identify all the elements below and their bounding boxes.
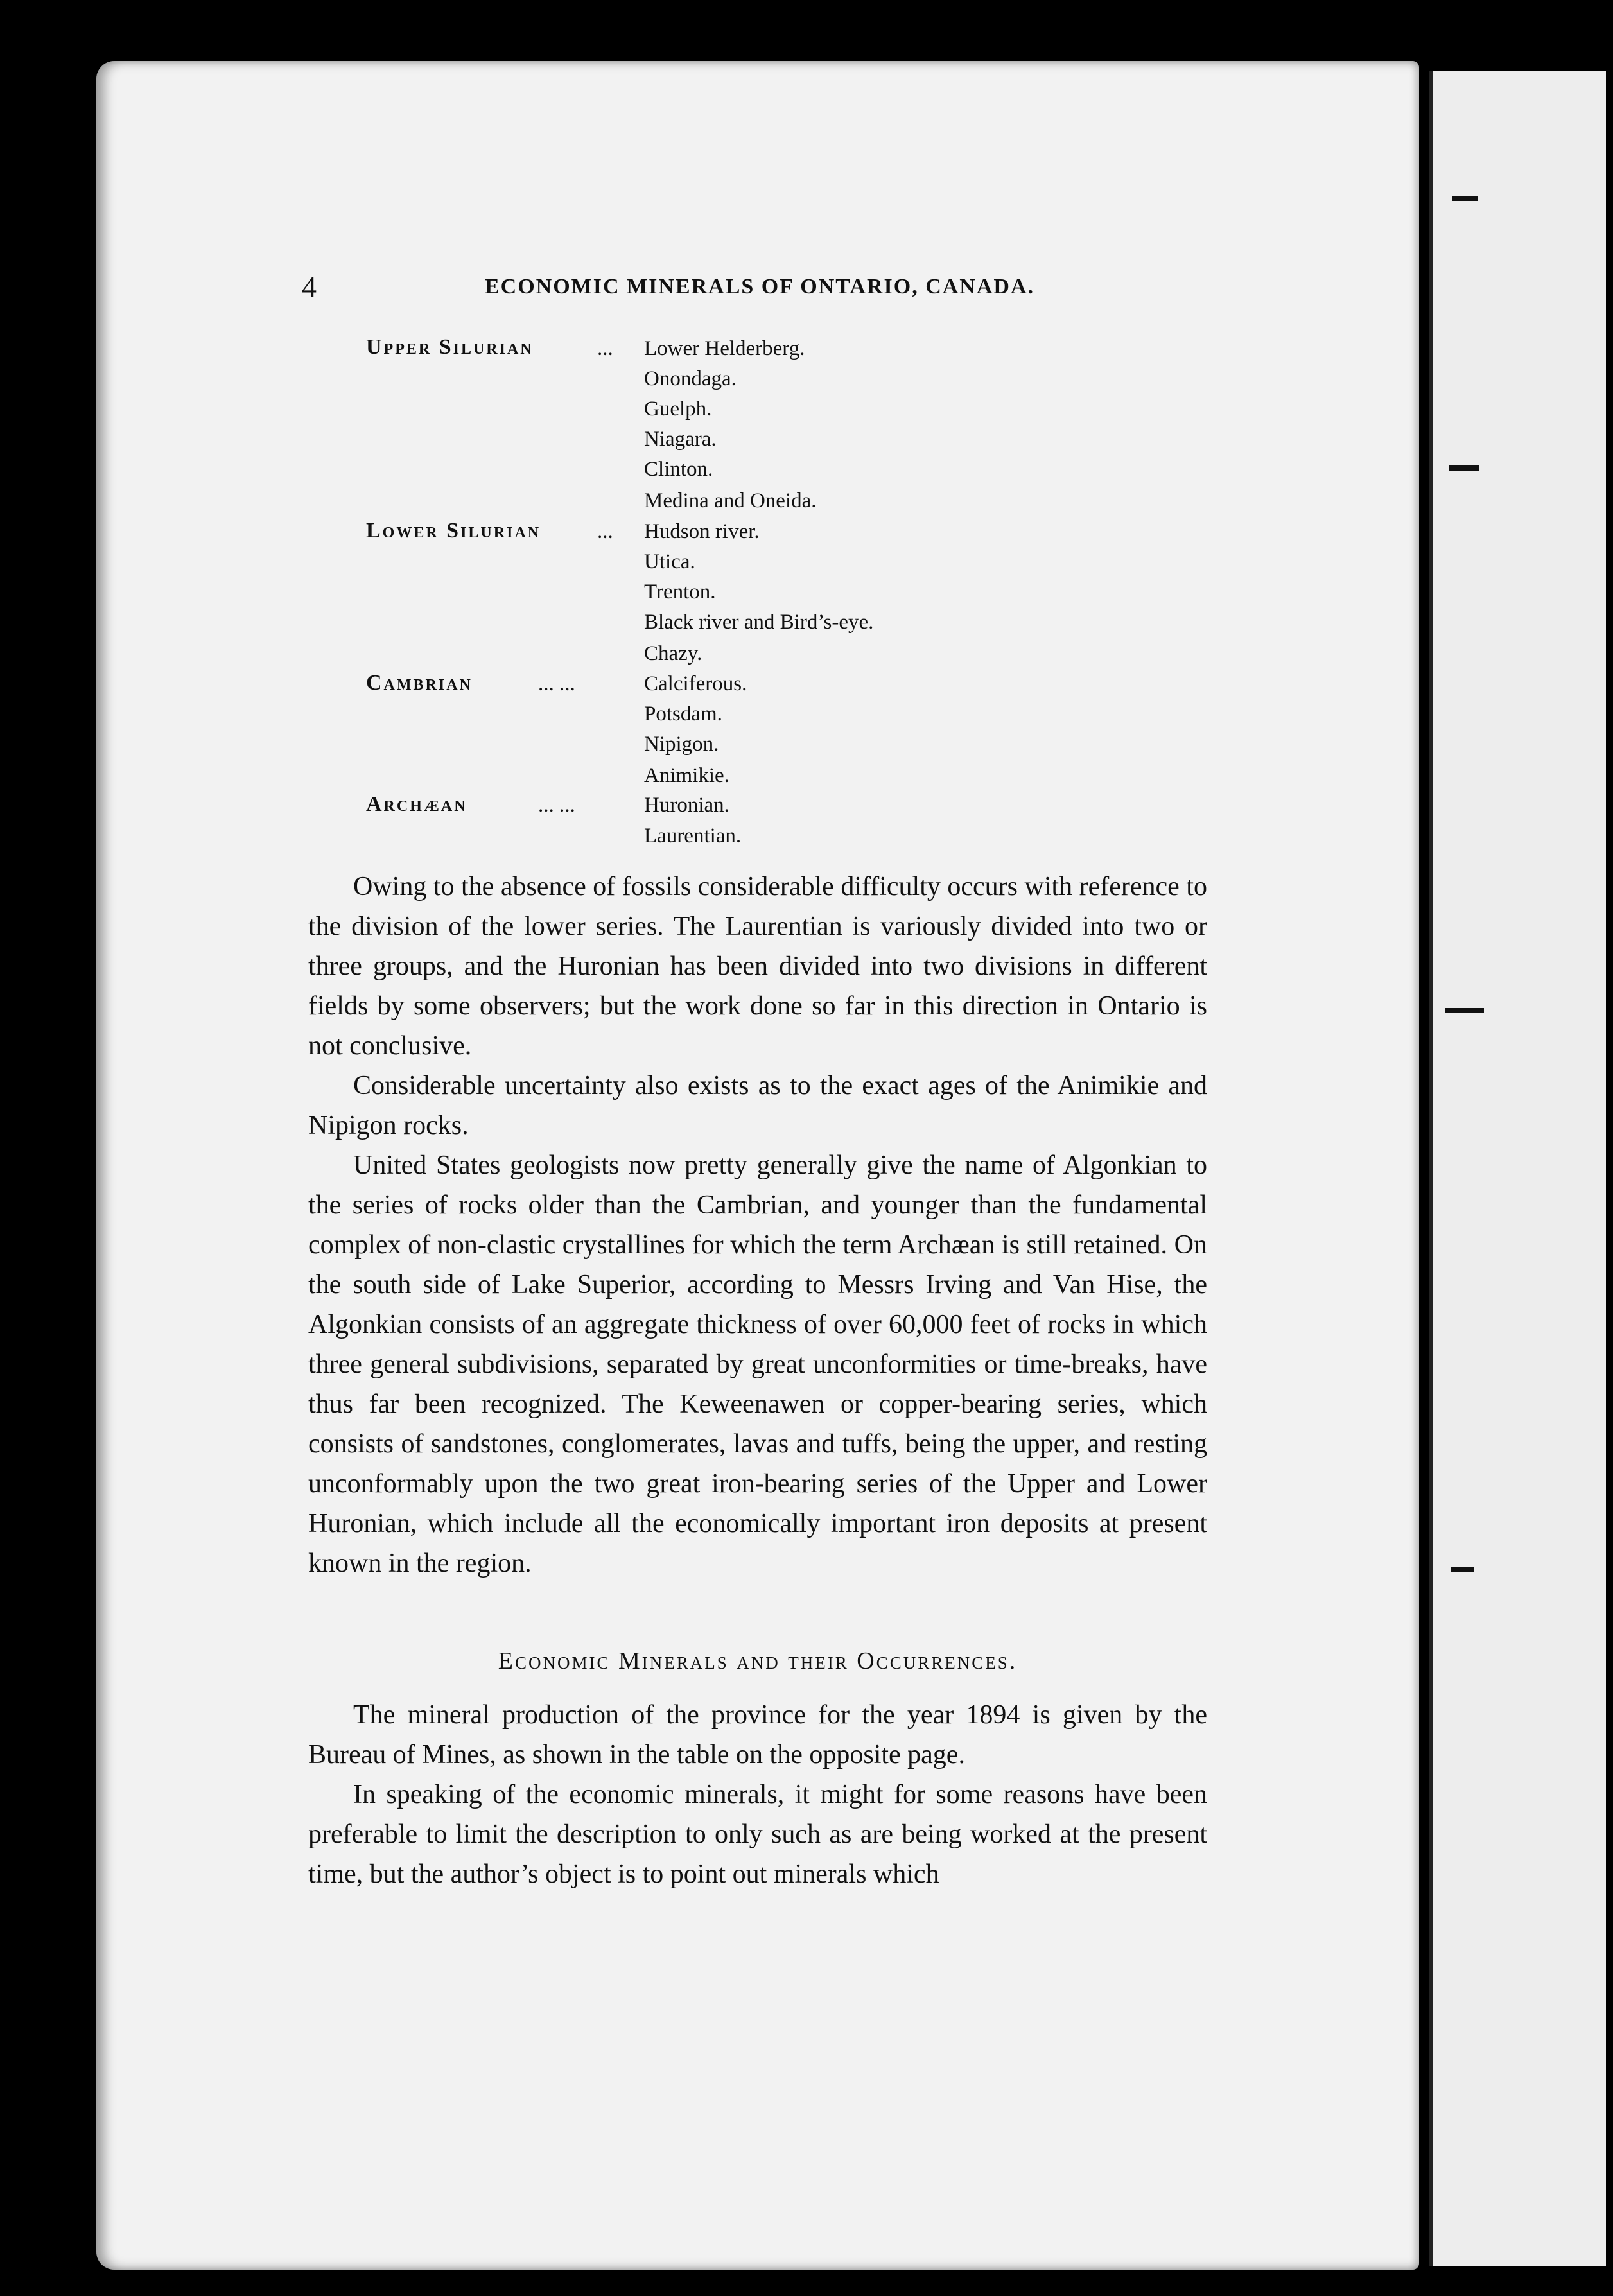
strata-table [0,0,1613,860]
formation: Onondaga. [644,367,737,390]
system-label: Cambrian [366,671,473,695]
section-heading: Economic Minerals and their Occurrences. [498,1648,1018,1674]
formation: Utica. [644,550,695,573]
formation: Hudson river. [644,520,760,543]
paragraph: The mineral production of the province for the year 1894 is given by the Bureau of Mines, as shown in the table on the opposite page. [308,1700,1207,1770]
formation: Clinton. [644,458,713,481]
system-label: Archæan [366,792,467,816]
leader-dots: ... [597,337,613,360]
formation: Huronian. [644,794,729,817]
formation: Potsdam. [644,702,722,726]
formation: Guelph. [644,397,712,421]
page-number: 4 [302,270,317,303]
binding-mark [1445,1008,1484,1013]
formation: Lower Helderberg. [644,337,805,360]
formation: Black river and Bird’s-eye. [644,611,874,634]
formation: Medina and Oneida. [644,489,817,512]
formation: Calciferous. [644,672,747,695]
paragraph: Considerable uncertainty also exists as to the exact ages of the Animikie and Nipigon rocks. [308,1071,1207,1140]
binding-mark [1451,1567,1474,1572]
formation: Chazy. [644,642,702,665]
formation: Trenton. [644,580,716,604]
paragraph: In speaking of the economic minerals, it might for some reasons have been preferable to limit the description to only such as are being worked at the present time, but the author’s object is to point out minerals which [308,1780,1207,1889]
leader-dots: ... ... [538,672,575,695]
formation: Animikie. [644,764,729,787]
leader-dots: ... ... [538,794,575,817]
formation: Nipigon. [644,733,719,756]
section-body-text [308,1695,1207,1894]
body-text [308,867,1207,1583]
leader-dots: ... [597,520,613,543]
running-title: ECONOMIC MINERALS OF ONTARIO, CANADA. [485,275,1035,299]
system-label: Lower Silurian [366,519,541,543]
formation: Laurentian. [644,824,742,848]
paragraph: Owing to the absence of fossils considerable difficulty occurs with reference to the division of the lower series. The Laurentian is variously divided into two or three groups, and the Huronian has been divided into two divisions in different fields by some observers; but the work done so far in this direction in Ontario is not conclusive. [308,872,1207,1061]
formation: Niagara. [644,428,717,451]
paragraph: United States geologists now pretty generally give the name of Algonkian to the series of rocks older than the Cambrian, and younger than the fundamental complex of non-clastic crystallines for which the term Archæan is still retained. On the south side of Lake Superior, according to Messrs Irving and Van Hise, the Algonkian consists of an aggregate thickness of over 60,000 feet of rocks in which three general subdivisions, separated by great unconformities or time-breaks, have thus far been recognized. The Keweenawen or copper-bearing series, which consists of sandstones, conglomerates, lavas and tuffs, being the upper, and resting unconformably upon the two great iron-bearing series of the Upper and Lower Huronian, which include all the economically important iron deposits at present known in the region. [308,1151,1207,1578]
system-label: Upper Silurian [366,335,534,359]
